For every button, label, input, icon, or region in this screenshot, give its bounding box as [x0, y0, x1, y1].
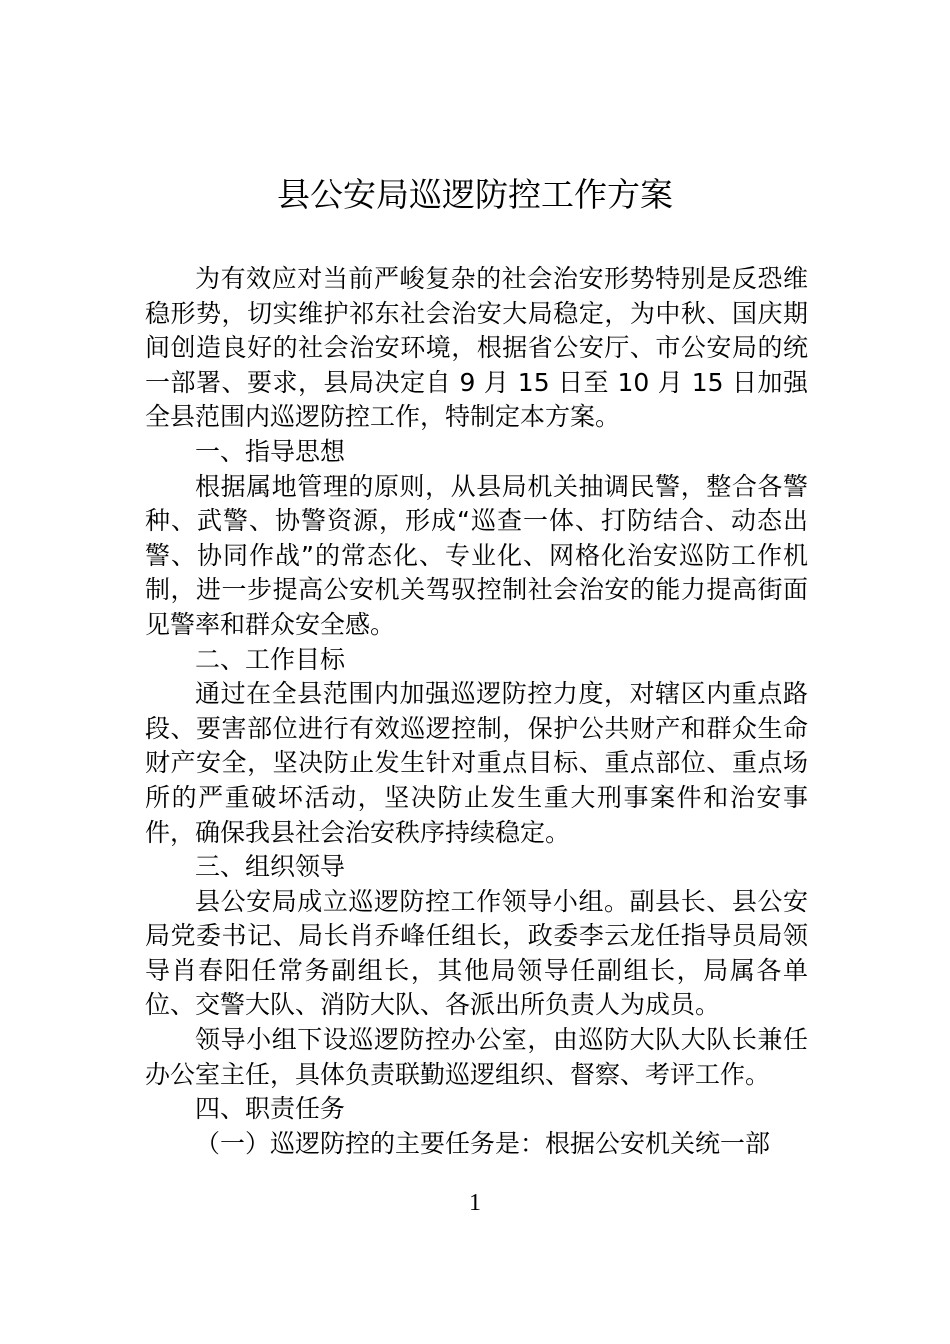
document-title: 县公安局巡逻防控工作方案 [277, 175, 673, 214]
paragraph-work-goals: 通过在全县范围内加强巡逻防控力度，对辖区内重点路段、要害部位进行有效巡逻控制，保护公共财产和群众生命财产安全，坚决防止发生针对重点目标、重点部位、重点场所的严重破坏活动，坚决防止发生重大刑事案件和治安事件，确保我县社会治安秩序持续稳定。 [145, 679, 808, 847]
paragraph-organization: 县公安局成立巡逻防控工作领导小组。副县长、县公安局党委书记、局长肖乔峰任组长，政委李云龙任指导员局领导肖春阳任常务副组长，其他局领导任副组长，局属各单位、交警大队、消防大队、各派出所负责人为成员。 [145, 886, 808, 1020]
section-heading-organization: 三、组织领导 [195, 852, 346, 882]
paragraph-duties-first: （一）巡逻防控的主要任务是：根据公安机关统一部 [195, 1128, 771, 1158]
paragraph-office: 领导小组下设巡逻防控办公室，由巡防大队大队长兼任办公室主任，具体负责联勤巡逻组织、督察、考评工作。 [145, 1025, 808, 1089]
section-heading-duties: 四、职责任务 [195, 1094, 346, 1124]
paragraph-guiding-ideology: 根据属地管理的原则，从县局机关抽调民警，整合各警种、武警、协警资源，形成“巡查一体、打防结合、动态出警、协同作战”的常态化、专业化、网格化治安巡防工作机制，进一步提高公安机关驾驭控制社会治安的能力提高街面见警率和群众安全感。 [145, 471, 808, 639]
section-heading-guiding-ideology: 一、指导思想 [195, 436, 346, 466]
section-heading-work-goals: 二、工作目标 [195, 644, 346, 674]
page-number: 1 [469, 1190, 481, 1216]
document-body [145, 262, 808, 1161]
paragraph-intro: 为有效应对当前严峻复杂的社会治安形势特别是反恐维稳形势，切实维护祁东社会治安大局稳定，为中秋、国庆期间创造良好的社会治安环境，根据省公安厅、市公安局的统一部署、要求，县局决定自 9 月 15 日至 10 月 15 日加强全县范围内巡逻防控工作，特制定本方案。 [145, 264, 808, 432]
